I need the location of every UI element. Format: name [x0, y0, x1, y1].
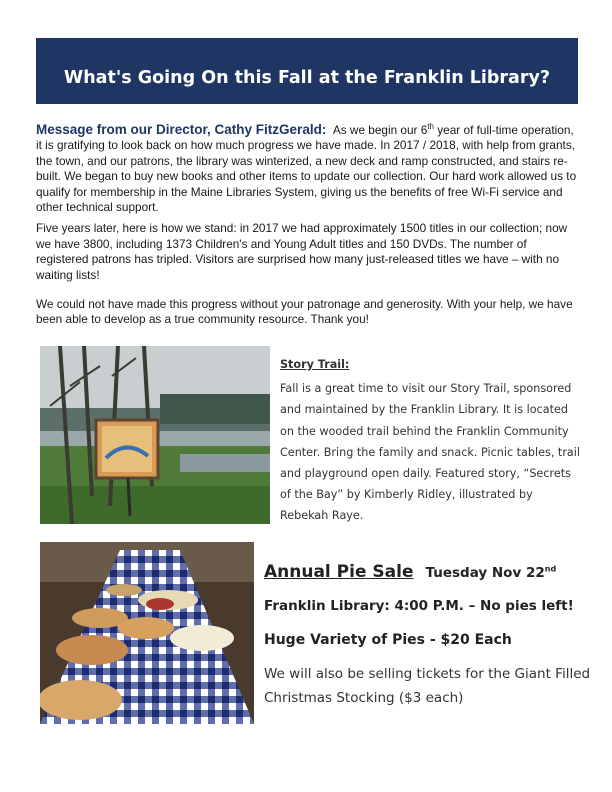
story-trail-title: Story Trail: [280, 358, 350, 371]
story-trail-photo [40, 346, 270, 524]
director-paragraph-3: We could not have made this progress without your patronage and generosity. With your help, we have been able to develop as a true community resource. Thank you! [36, 297, 573, 327]
director-paragraph-1 [36, 122, 580, 215]
pie-sale-note: We will also be selling tickets for the Giant Filled Christmas Stocking ($3 each) [264, 666, 591, 706]
pie-sale-photo [40, 542, 254, 724]
page-title: What's Going On this Fall at the Franklin Library? [63, 68, 551, 88]
director-text-sup: th [427, 122, 434, 132]
pie-sale-location-time: Franklin Library: 4:00 P.M. – No pies left! [264, 598, 574, 614]
pie-sale-title: Annual Pie Sale [264, 562, 414, 582]
director-text-b: year of full-time operation, it is gratifying to look back on how much progress we have made. In 2017 / 2018, with help from grants, the town, and our patrons, the library was winterized, a new deck and ramp constructed, and stairs re-built. We began to buy new books and other items to update our collection. Our hard work allowed us to qualify for membership in the Maine Libraries System, giving us the benefits of free Wi-Fi service and other technical support. [36, 123, 577, 215]
pie-sale-section [264, 562, 594, 710]
pie-sale-date-sup: nd [544, 564, 557, 574]
pie-sale-title-row [264, 562, 594, 582]
story-trail-body: Fall is a great time to visit our Story Trail, sponsored and maintained by the Franklin Library. It is located on the wooded trail behind the Franklin Community Center. Bring the family and snack. Picnic tables, trail and playground open daily. Featured story, “Secrets of the Bay” by Kimberly Ridley, illustrated by Rebekah Raye. [280, 382, 580, 523]
pie-sale-date [426, 565, 557, 581]
pie-sale-date-text: Tuesday Nov 22 [425, 565, 545, 581]
story-trail-photo-image [40, 346, 270, 524]
pie-sale-photo-image [40, 542, 254, 724]
pie-sale-price: Huge Variety of Pies - $20 Each [264, 632, 512, 648]
director-message [36, 122, 580, 334]
director-paragraph-2: Five years later, here is how we stand: in 2017 we had approximately 1500 titles in our collection; now we have 3800, including 1373 Children's and Young Adult titles and 150 DVDs. The number of registered patrons has tripled. Visitors are surprised how many just-released titles we have – with no waiting lists! [36, 221, 568, 282]
director-text-a: As we begin our 6 [332, 123, 428, 137]
header-banner [36, 38, 578, 104]
director-heading: Message from our Director, Cathy FitzGerald: [36, 122, 327, 137]
story-trail-section [280, 354, 580, 527]
